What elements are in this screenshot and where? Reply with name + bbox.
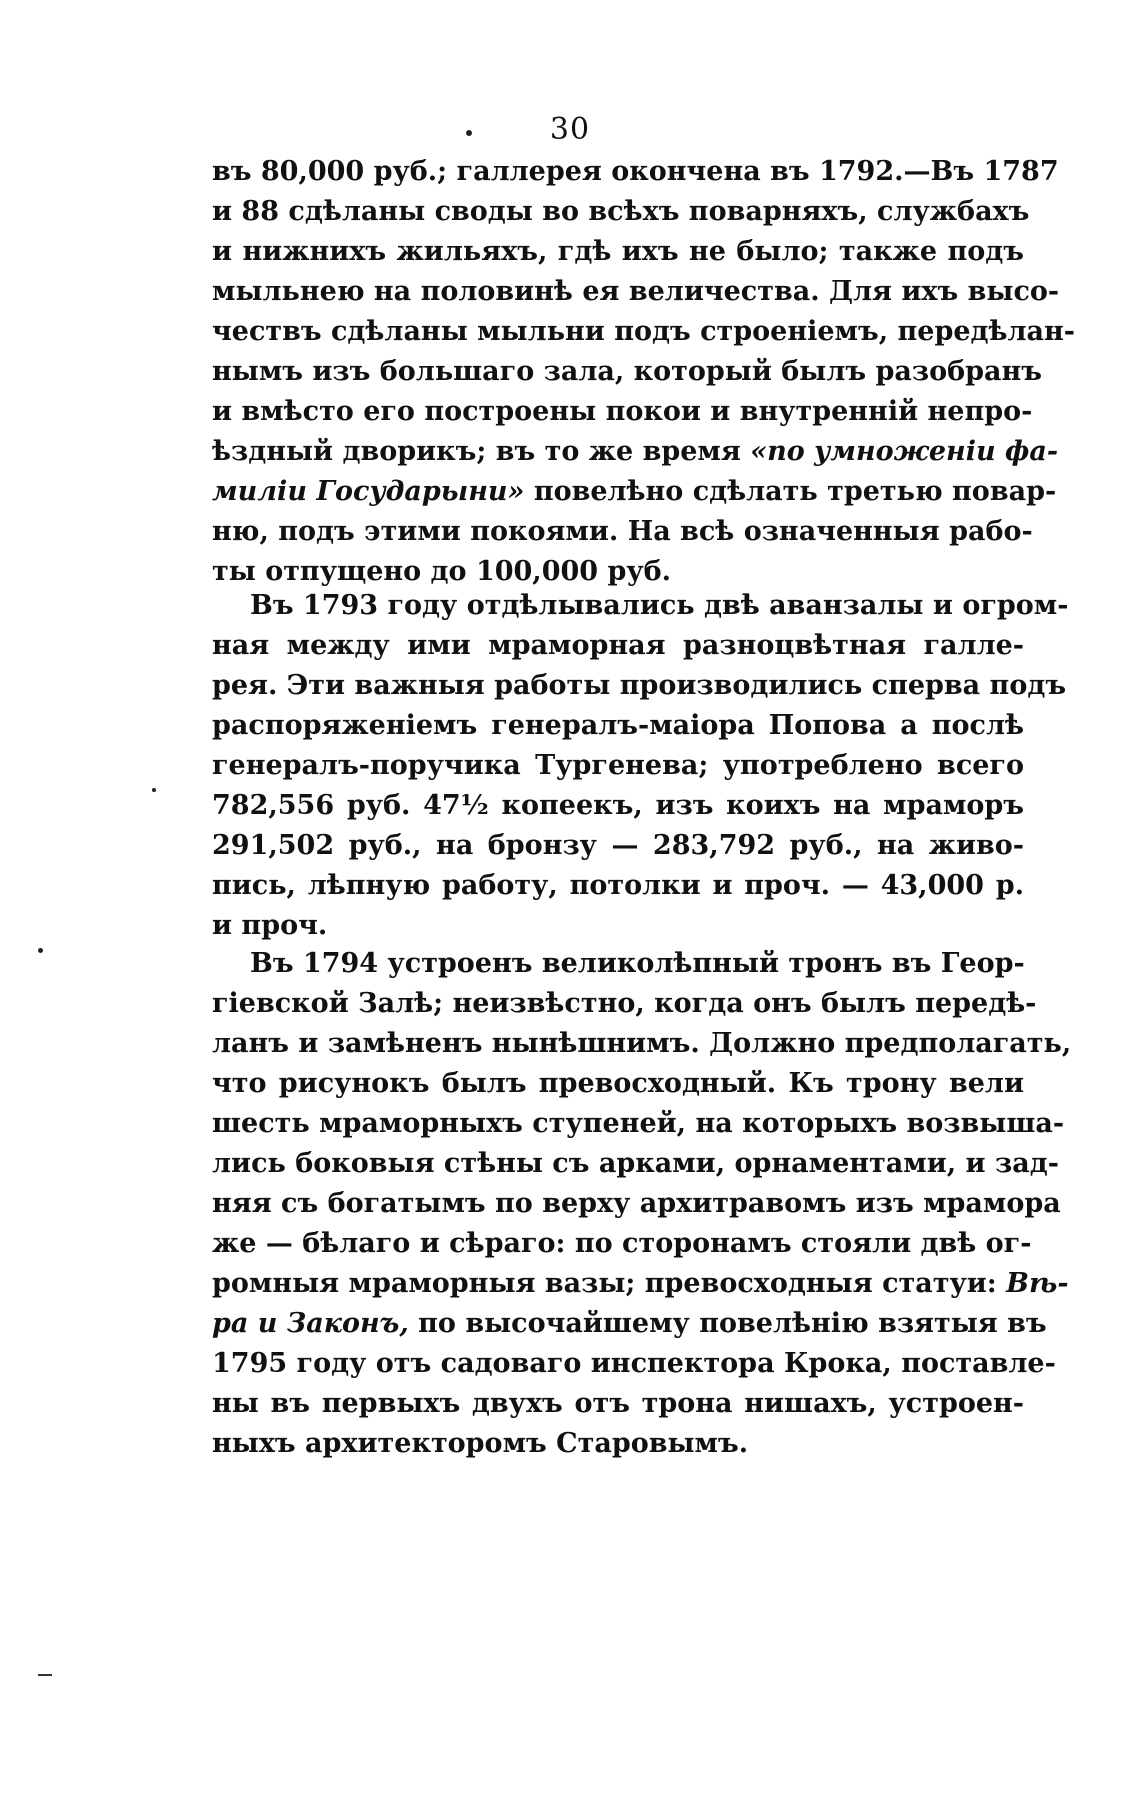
text-line: нымъ изъ большаго зала, который былъ разобранъ [212, 356, 1042, 387]
paragraph-3 [212, 944, 1072, 1464]
dash-mark [38, 1674, 52, 1676]
italic-segment: милiи Государыни» [212, 476, 525, 507]
dot-mark [38, 948, 43, 953]
text-segment: ромныя мраморныя вазы; превосходныя статуи: [212, 1268, 997, 1299]
text-line: ню, подъ этими покоями. На всѣ означенныя рабо- [212, 516, 1033, 547]
text-line: въ 80,000 руб.; галлерея окончена въ 1792.—Въ 1787 [212, 156, 1059, 187]
paragraph-1 [212, 152, 1075, 592]
text-line-mixed [212, 472, 1057, 512]
italic-segment: Вѣ- [1006, 1268, 1069, 1299]
text-line: чествъ сдѣланы мыльни подъ строеніемъ, передѣлан- [212, 316, 1075, 347]
text-line: и проч. [212, 910, 328, 941]
text-segment: ѣздный дворикъ; въ то же время [212, 436, 741, 467]
text-line: генералъ-поручика Тургенева; употреблено всего [212, 750, 1024, 781]
paragraph-2 [212, 586, 1069, 946]
text-line: что рисунокъ былъ превосходный. Къ трону вели [212, 1068, 1024, 1099]
text-line-mixed [212, 1304, 1047, 1344]
text-line: пись, лѣпную работу, потолки и проч. — 43,000 р. [212, 870, 1024, 901]
text-segment: по высочайшему повелѣнію взятыя въ [418, 1308, 1047, 1339]
dot-mark [466, 130, 472, 136]
text-line: Въ 1794 устроенъ великолѣпный тронъ въ Геор- [250, 948, 1025, 979]
text-line-mixed [212, 432, 1059, 472]
dot-mark [152, 788, 156, 792]
text-line: и 88 сдѣланы своды во всѣхъ поварняхъ, службахъ [212, 196, 1030, 227]
text-line: лись боковыя стѣны съ арками, орнаментами, и зад- [212, 1148, 1059, 1179]
page-number: 30 [549, 112, 591, 147]
text-line: и нижнихъ жильяхъ, гдѣ ихъ не было; также подъ [212, 236, 1024, 267]
text-line: няя съ богатымъ по верху архитравомъ изъ мрамора [212, 1188, 1061, 1219]
text-line: мыльнею на половинѣ ея величества. Для ихъ высо- [212, 276, 1060, 307]
text-line: ланъ и замѣненъ нынѣшнимъ. Должно предполагать, [212, 1028, 1072, 1059]
text-line: и вмѣсто его построены покои и внутренній непро- [212, 396, 1033, 427]
text-line: 782,556 руб. 47½ копеекъ, изъ коихъ на мраморъ [212, 790, 1024, 821]
italic-segment: «по умноженiи фа- [750, 436, 1059, 467]
text-segment: повелѣно сдѣлать третью повар- [533, 476, 1057, 507]
text-line: ныхъ архитекторомъ Старовымъ. [212, 1428, 749, 1459]
text-line: ная между ими мраморная разноцвѣтная галле- [212, 630, 1024, 661]
text-line: рея. Эти важныя работы производились сперва подъ [212, 670, 1067, 701]
text-line: ты отпущено до 100,000 руб. [212, 556, 672, 587]
text-line: Въ 1793 году отдѣлывались двѣ аванзалы и огром- [250, 590, 1069, 621]
text-line-mixed [212, 1264, 1069, 1304]
text-line: 291,502 руб., на бронзу — 283,792 руб., на живо- [212, 830, 1024, 861]
text-line: шесть мраморныхъ ступеней, на которыхъ возвыша- [212, 1108, 1065, 1139]
text-line: же — бѣлаго и сѣраго: по сторонамъ стояли двѣ ог- [212, 1228, 1032, 1259]
text-line: ны въ первыхъ двухъ отъ трона нишахъ, устроен- [212, 1388, 1024, 1419]
text-line: гіевской Залѣ; неизвѣстно, когда онъ былъ передѣ- [212, 988, 1037, 1019]
italic-segment: ра и Законъ, [212, 1308, 409, 1339]
text-line: распоряженіемъ генералъ-маіора Попова а послѣ [212, 710, 1024, 741]
text-line: 1795 году отъ садоваго инспектора Крока, поставле- [212, 1348, 1056, 1379]
